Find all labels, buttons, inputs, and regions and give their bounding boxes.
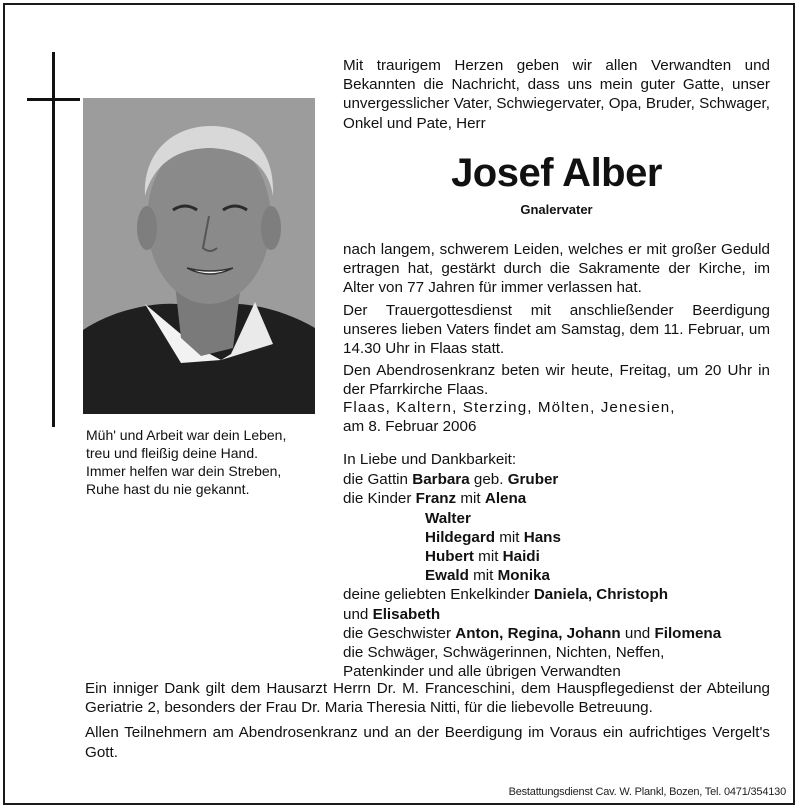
poem-line: Ruhe hast du nie gekannt.: [86, 481, 250, 497]
undertaker-credit: Bestattungsdienst Cav. W. Plankl, Bozen, Tel. 0471/354130: [508, 786, 786, 798]
poem-line: Müh' und Arbeit war dein Leben,: [86, 427, 287, 443]
thanks-paragraph: Ein inniger Dank gilt dem Hausarzt Herrn Dr. M. Franceschini, dem Hauspflegedienst der Abteilung Geriatrie 2, besonders der Frau Dr. Maria Theresia Nitti, für die liebevolle Betreuung.: [85, 680, 770, 717]
thanks-paragraph: Allen Teilnehmern am Abendrosenkranz und an der Beerdigung im Voraus ein aufrichtiges Vergelt's Gott.: [85, 724, 770, 761]
paragraph-rosary: Den Abendrosenkranz beten wir heute, Freitag, um 20 Uhr in der Pfarrkirche Flaas.: [343, 362, 770, 399]
family-grandchildren: deine geliebten Enkelkinder Daniela, Christoph: [343, 586, 669, 604]
family-wife: die Gattin Barbara geb. Gruber: [343, 471, 559, 489]
poem: [86, 426, 321, 498]
nickname: Gnalervater: [520, 202, 593, 217]
portrait-photo: [83, 98, 315, 414]
family-list: [343, 450, 770, 681]
family-heading: In Liebe und Dankbarkeit:: [343, 451, 517, 468]
thanks-section: [85, 679, 770, 768]
poem-line: treu und fleißig deine Hand.: [86, 445, 258, 461]
family-child: Walter: [425, 509, 471, 527]
family-others: die Schwäger, Schwägerinnen, Nichten, Neffen,: [343, 644, 665, 662]
family-grandchildren-last: und Elisabeth: [343, 605, 441, 623]
place-date: [343, 398, 770, 436]
intro-text: Mit traurigem Herzen geben wir allen Verwandten und Bekannten die Nachricht, dass uns mein guter Gatte, unser unvergesslicher Vater, Schwiegervater, Opa, Bruder, Schwager, Onkel und Pate, Herr: [343, 57, 770, 132]
family-child: Ewald mit Monika: [425, 567, 550, 585]
family-child: die Kinder Franz mit Alena: [343, 490, 527, 508]
paragraph-death: nach langem, schwerem Leiden, welches er mit großer Geduld ertragen hat, gestärkt durch die Sakramente der Kirche, im Alter von 77 Jahren für immer verlassen hat.: [343, 241, 770, 297]
deceased-name: Josef Alber: [451, 151, 662, 195]
poem-line: Immer helfen war dein Streben,: [86, 463, 282, 479]
family-others: Patenkinder und alle übrigen Verwandten: [343, 663, 621, 681]
places: Flaas, Kaltern, Sterzing, Mölten, Jenesien,: [343, 399, 676, 416]
paragraph-funeral: Der Trauergottesdienst mit anschließender Beerdigung unseres lieben Vaters findet am Samstag, dem 11. Februar, um 14.30 Uhr in Flaas statt.: [343, 301, 770, 358]
date: am 8. Februar 2006: [343, 418, 477, 436]
announcement-body: [343, 240, 770, 403]
family-child: Hildegard mit Hans: [425, 528, 561, 546]
family-siblings: die Geschwister Anton, Regina, Johann und Filomena: [343, 624, 722, 642]
family-child: Hubert mit Haidi: [425, 548, 540, 566]
